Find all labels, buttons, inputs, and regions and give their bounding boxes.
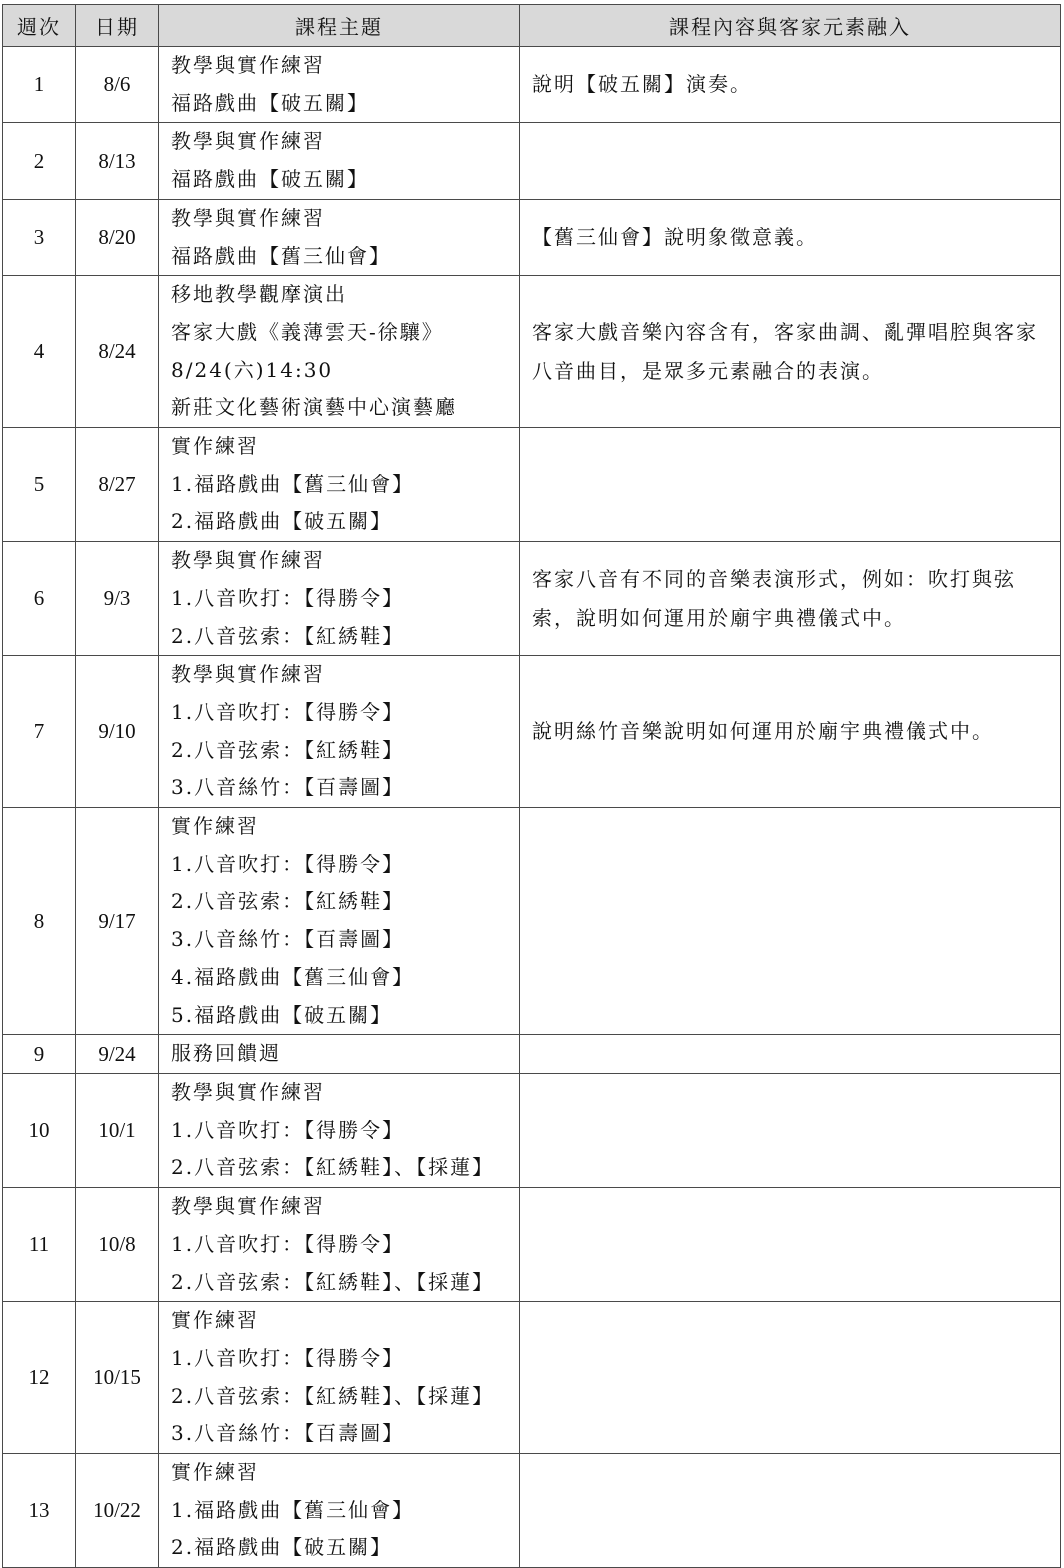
- topic-line: 新莊文化藝術演藝中心演藝廳: [171, 395, 457, 420]
- course-topic: [159, 1454, 520, 1568]
- topic-line: 2.八音弦索：【紅綉鞋】: [171, 623, 405, 648]
- table-row: [3, 47, 1061, 123]
- week-number: 8: [3, 808, 76, 1035]
- topic-line: 1.八音吹打：【得勝令】: [171, 851, 405, 876]
- class-date: 10/1: [76, 1073, 159, 1187]
- course-content: [520, 808, 1061, 1035]
- topic-line: 8/24(六)14:30: [171, 357, 334, 382]
- course-topic: [159, 199, 520, 275]
- table-row: [3, 656, 1061, 808]
- class-date: 8/20: [76, 199, 159, 275]
- topic-line: 客家大戲《義薄雲天-徐驤》: [171, 319, 444, 344]
- header-date: 日期: [76, 5, 159, 47]
- week-number: 6: [3, 542, 76, 656]
- topic-line: 福路戲曲【破五關】: [171, 167, 369, 192]
- topic-line: 3.八音絲竹：【百壽圖】: [171, 927, 405, 952]
- course-content: [520, 123, 1061, 199]
- class-date: 10/22: [76, 1454, 159, 1568]
- topic-line: 1.八音吹打：【得勝令】: [171, 699, 405, 724]
- topic-line: 福路戲曲【破五關】: [171, 90, 369, 115]
- topic-line: 2.八音弦索：【紅綉鞋】: [171, 737, 405, 762]
- table-row: [3, 1073, 1061, 1187]
- course-topic: [159, 542, 520, 656]
- table-row: [3, 1035, 1061, 1074]
- table-row: [3, 428, 1061, 542]
- week-number: 11: [3, 1188, 76, 1302]
- class-date: 10/15: [76, 1302, 159, 1454]
- topic-line: 教學與實作練習: [171, 53, 325, 77]
- class-date: 8/6: [76, 47, 159, 123]
- course-content: [520, 1035, 1061, 1074]
- course-content: [520, 1454, 1061, 1568]
- topic-line: 1.福路戲曲【舊三仙會】: [171, 471, 415, 496]
- topic-line: 5.福路戲曲【破五關】: [171, 1002, 393, 1027]
- table-row: [3, 123, 1061, 199]
- class-date: 9/10: [76, 656, 159, 808]
- course-content: [520, 1073, 1061, 1187]
- topic-line: 2.八音弦索：【紅綉鞋】、【採蓮】: [171, 1155, 495, 1180]
- topic-line: 教學與實作練習: [171, 205, 325, 230]
- course-content: 客家八音有不同的音樂表演形式，例如：吹打與弦索，說明如何運用於廟宇典禮儀式中。: [520, 542, 1061, 656]
- class-date: 9/3: [76, 542, 159, 656]
- class-date: 9/24: [76, 1035, 159, 1074]
- topic-line: 教學與實作練習: [171, 662, 325, 687]
- course-content: [520, 1188, 1061, 1302]
- course-topic: [159, 428, 520, 542]
- topic-line: 1.八音吹打：【得勝令】: [171, 1117, 405, 1142]
- topic-line: 1.福路戲曲【舊三仙會】: [171, 1497, 415, 1522]
- week-number: 3: [3, 199, 76, 275]
- topic-line: 1.八音吹打：【得勝令】: [171, 585, 405, 610]
- topic-line: 2.八音弦索：【紅綉鞋】、【採蓮】: [171, 1269, 495, 1294]
- course-topic: [159, 47, 520, 123]
- topic-line: 實作練習: [171, 1308, 259, 1333]
- class-date: 8/24: [76, 276, 159, 428]
- topic-line: 1.八音吹打：【得勝令】: [171, 1231, 405, 1256]
- topic-line: 3.八音絲竹：【百壽圖】: [171, 1421, 405, 1446]
- topic-line: 1.八音吹打：【得勝令】: [171, 1345, 405, 1370]
- schedule-body: [3, 47, 1061, 1568]
- topic-line: 2.福路戲曲【破五關】: [171, 1535, 393, 1560]
- table-row: [3, 1302, 1061, 1454]
- course-schedule-table: [2, 4, 1061, 1568]
- topic-line: 實作練習: [171, 434, 259, 459]
- course-content: 說明【破五關】演奏。: [520, 47, 1061, 123]
- course-topic: [159, 656, 520, 808]
- topic-line: 移地教學觀摩演出: [171, 282, 347, 307]
- topic-line: 實作練習: [171, 1460, 259, 1485]
- header-row: [3, 5, 1061, 47]
- week-number: 2: [3, 123, 76, 199]
- topic-line: 服務回饋週: [171, 1041, 281, 1066]
- course-content: [520, 428, 1061, 542]
- topic-line: 福路戲曲【舊三仙會】: [171, 243, 391, 268]
- course-topic: [159, 1073, 520, 1187]
- course-content: 說明絲竹音樂說明如何運用於廟宇典禮儀式中。: [520, 656, 1061, 808]
- header-week: 週次: [3, 5, 76, 47]
- week-number: 5: [3, 428, 76, 542]
- table-row: [3, 199, 1061, 275]
- topic-line: 3.八音絲竹：【百壽圖】: [171, 775, 405, 800]
- course-content: 【舊三仙會】說明象徵意義。: [520, 199, 1061, 275]
- week-number: 13: [3, 1454, 76, 1568]
- header-topic: 課程主題: [159, 5, 520, 47]
- course-content: [520, 1302, 1061, 1454]
- course-topic: [159, 1035, 520, 1074]
- week-number: 9: [3, 1035, 76, 1074]
- topic-line: 4.福路戲曲【舊三仙會】: [171, 964, 415, 989]
- class-date: 8/13: [76, 123, 159, 199]
- table-row: [3, 808, 1061, 1035]
- topic-line: 2.八音弦索：【紅綉鞋】、【採蓮】: [171, 1383, 495, 1408]
- week-number: 7: [3, 656, 76, 808]
- class-date: 9/17: [76, 808, 159, 1035]
- header-content: 課程內容與客家元素融入: [520, 5, 1061, 47]
- course-topic: [159, 1302, 520, 1454]
- table-row: [3, 1188, 1061, 1302]
- table-row: [3, 542, 1061, 656]
- topic-line: 教學與實作練習: [171, 129, 325, 154]
- week-number: 4: [3, 276, 76, 428]
- topic-line: 教學與實作練習: [171, 548, 325, 573]
- course-topic: [159, 1188, 520, 1302]
- table-row: [3, 276, 1061, 428]
- week-number: 10: [3, 1073, 76, 1187]
- table-row: [3, 1454, 1061, 1568]
- course-content: 客家大戲音樂內容含有，客家曲調、亂彈唱腔與客家八音曲目，是眾多元素融合的表演。: [520, 276, 1061, 428]
- topic-line: 實作練習: [171, 814, 259, 839]
- topic-line: 2.福路戲曲【破五關】: [171, 509, 393, 534]
- topic-line: 教學與實作練習: [171, 1079, 325, 1104]
- class-date: 8/27: [76, 428, 159, 542]
- week-number: 12: [3, 1302, 76, 1454]
- class-date: 10/8: [76, 1188, 159, 1302]
- topic-line: 教學與實作練習: [171, 1194, 325, 1219]
- week-number: 1: [3, 47, 76, 123]
- course-topic: [159, 276, 520, 428]
- course-topic: [159, 808, 520, 1035]
- course-topic: [159, 123, 520, 199]
- topic-line: 2.八音弦索：【紅綉鞋】: [171, 889, 405, 914]
